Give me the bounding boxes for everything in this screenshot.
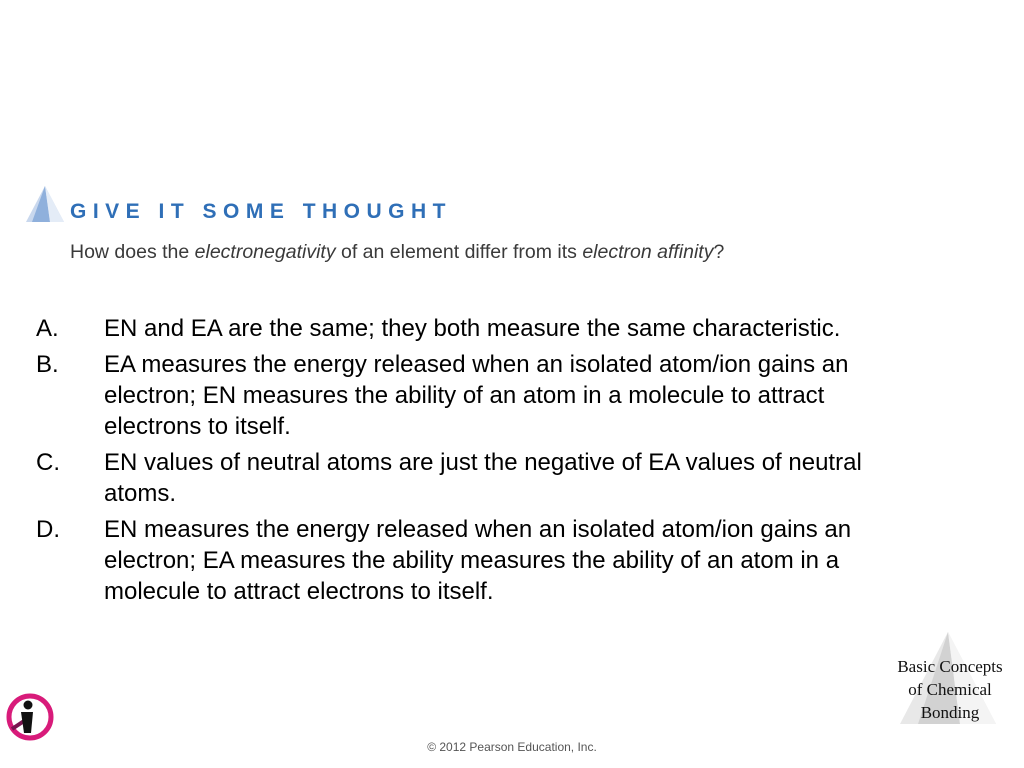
info-logo-icon	[6, 693, 54, 741]
choice-text: EN and EA are the same; they both measure the same characteristic.	[104, 315, 841, 342]
choice-letter: A.	[36, 315, 59, 342]
banner-title: GIVE IT SOME THOUGHT	[70, 200, 453, 223]
choice-letter: D.	[36, 516, 60, 543]
choice-text: EN measures the energy released when an isolated atom/ion gains an electron; EA measures the ability measures the ability of an atom in a molecule to attract electrons to itself.	[104, 516, 852, 605]
choice-d[interactable]	[36, 514, 896, 607]
chapter-label-line: of Chemical	[908, 680, 992, 699]
choice-c[interactable]	[36, 447, 896, 509]
triangle-icon	[26, 186, 64, 222]
copyright-text: © 2012 Pearson Education, Inc.	[427, 740, 597, 754]
chapter-label-line: Basic Concepts	[897, 657, 1003, 676]
chapter-label-line: Bonding	[920, 703, 980, 722]
choice-letter: B.	[36, 351, 59, 378]
choice-text: EN values of neutral atoms are just the negative of EA values of neutral atoms.	[104, 449, 862, 507]
chapter-label	[880, 655, 1020, 724]
question-text: How does the electronegativity of an element differ from its electron affinity?	[70, 241, 725, 263]
choice-b[interactable]	[36, 349, 896, 442]
choice-a[interactable]	[36, 313, 896, 344]
choice-text: EA measures the energy released when an isolated atom/ion gains an electron; EN measures the ability of an atom in a molecule to attract electrons to itself.	[104, 351, 849, 440]
choice-letter: C.	[36, 449, 60, 476]
answer-choices	[36, 313, 896, 612]
